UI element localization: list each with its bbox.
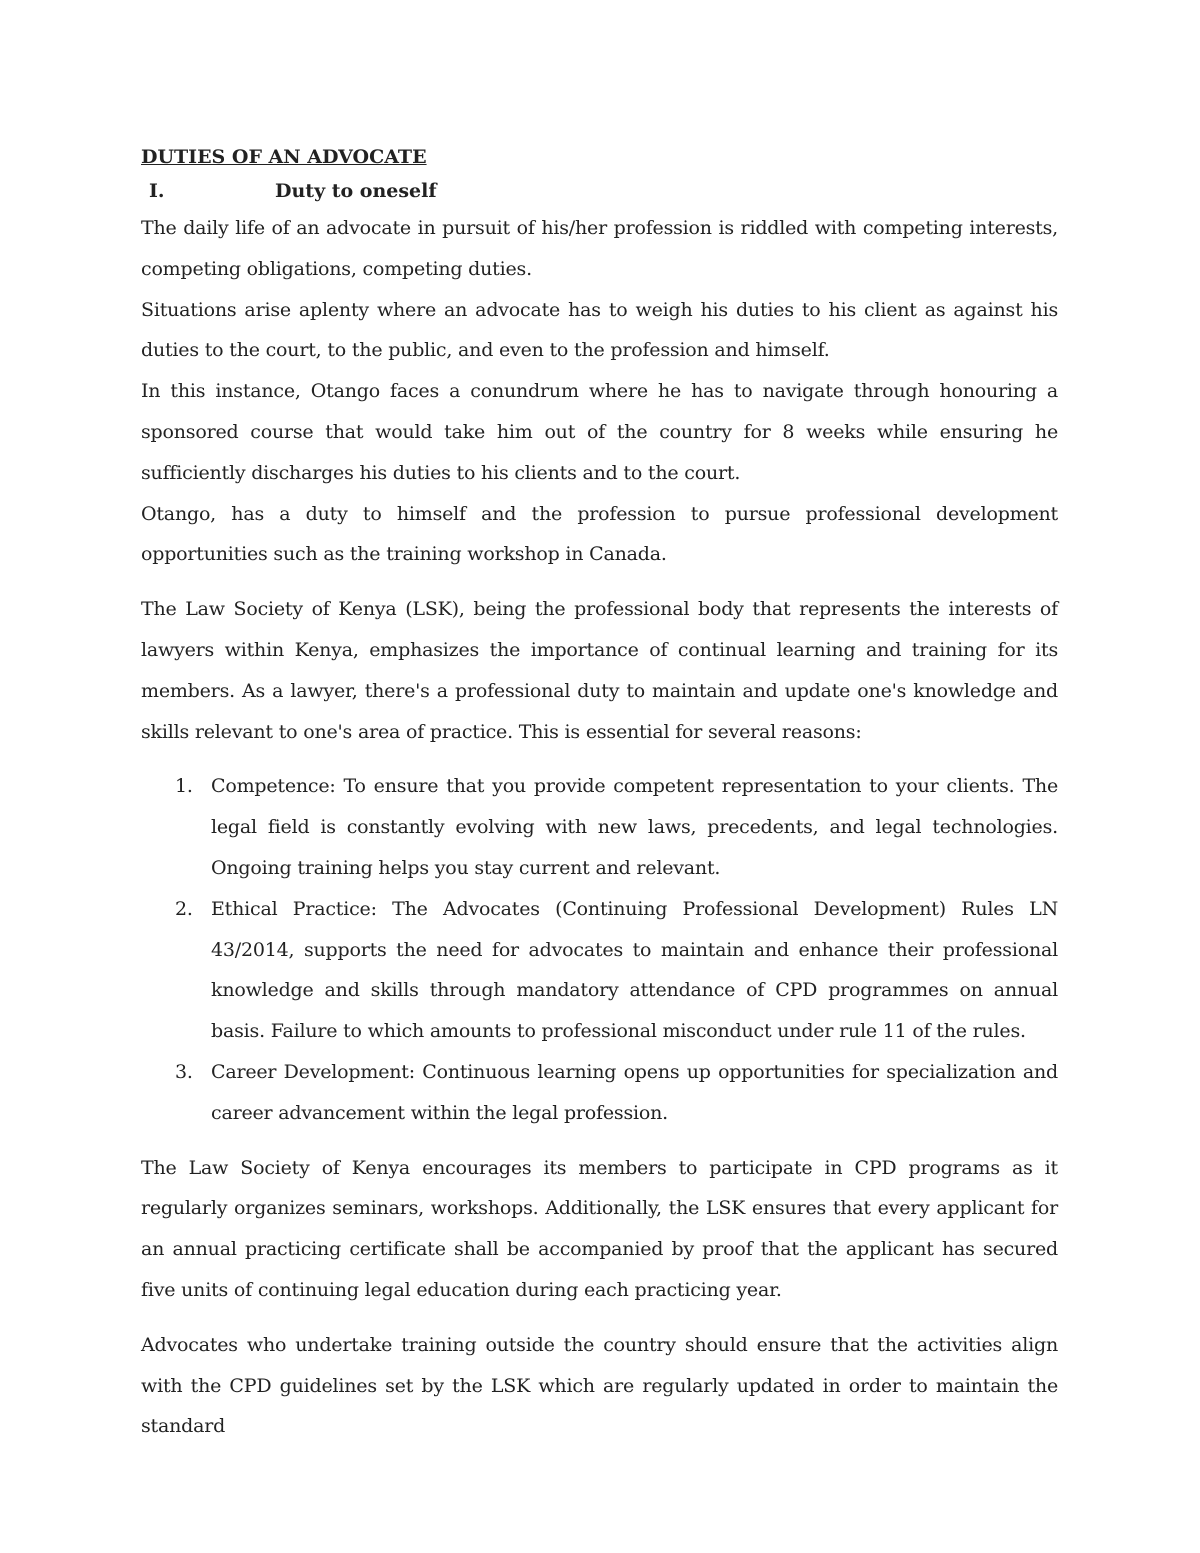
list-item-marker: 3. bbox=[175, 1060, 193, 1083]
paragraph-otango-duty: Otango, has a duty to himself and the profession to pursue professional development opportunities such as the training workshop in Canada. bbox=[141, 502, 1058, 566]
section-heading-text: Duty to oneself bbox=[275, 180, 437, 202]
paragraph-closing: Advocates who undertake training outside the country should ensure that the activities align with the CPD guidelines set by the LSK which are regularly updated in order to maintain the standard bbox=[141, 1333, 1058, 1438]
paragraph-weigh-duties: Situations arise aplenty where an advocate has to weigh his duties to his client as against his duties to the court, to the public, and even to the profession and himself. bbox=[141, 298, 1058, 362]
paragraph-lsk: The Law Society of Kenya (LSK), being the professional body that represents the interests of lawyers within Kenya, emphasizes the importance of continual learning and training for its members. As a lawyer, there's a professional duty to maintain and update one's knowledge and skills relevant to one's area of practice. This is essential for several reasons: bbox=[141, 598, 1058, 743]
list-item bbox=[175, 889, 1058, 1052]
list-item bbox=[175, 766, 1058, 888]
reasons-list bbox=[141, 766, 1058, 1133]
list-item-text: Ethical Practice: The Advocates (Continuing Professional Development) Rules LN 43/2014, supports the need for advocates to maintain and enhance their professional knowledge and skills through mandatory attendance of CPD programmes on annual basis. Failure to which amounts to professional misconduct under rule 11 of the rules. bbox=[211, 897, 1058, 1043]
paragraph-cpd: The Law Society of Kenya encourages its members to participate in CPD programs as it regularly organizes seminars, workshops. Additionally, the LSK ensures that every applicant for an annual practicing certificate shall be accompanied by proof that the applicant has secured five units of continuing legal education during each practicing year. bbox=[141, 1156, 1058, 1301]
list-item-marker: 1. bbox=[175, 775, 193, 798]
list-item-text: Career Development: Continuous learning opens up opportunities for specialization and career advancement within the legal profession. bbox=[211, 1060, 1058, 1124]
list-item-text: Competence: To ensure that you provide competent representation to your clients. The legal field is constantly evolving with new laws, precedents, and legal technologies. Ongoing training helps you stay current and relevant. bbox=[211, 775, 1058, 879]
section-number: I. bbox=[149, 180, 165, 202]
section-heading bbox=[141, 174, 1058, 208]
paragraph-otango-conundrum: In this instance, Otango faces a conundrum where he has to navigate through honouring a sponsored course that would take him out of the country for 8 weeks while ensuring he sufficiently discharges his duties to his clients and to the court. bbox=[141, 380, 1058, 484]
list-item-marker: 2. bbox=[175, 897, 193, 920]
paragraph-competing-interests: The daily life of an advocate in pursuit of his/her profession is riddled with competing interests, competing obligations, competing duties. bbox=[141, 217, 1058, 280]
document-title: DUTIES OF AN ADVOCATE bbox=[141, 146, 427, 168]
document-page bbox=[141, 138, 1058, 1447]
list-item bbox=[175, 1052, 1058, 1134]
